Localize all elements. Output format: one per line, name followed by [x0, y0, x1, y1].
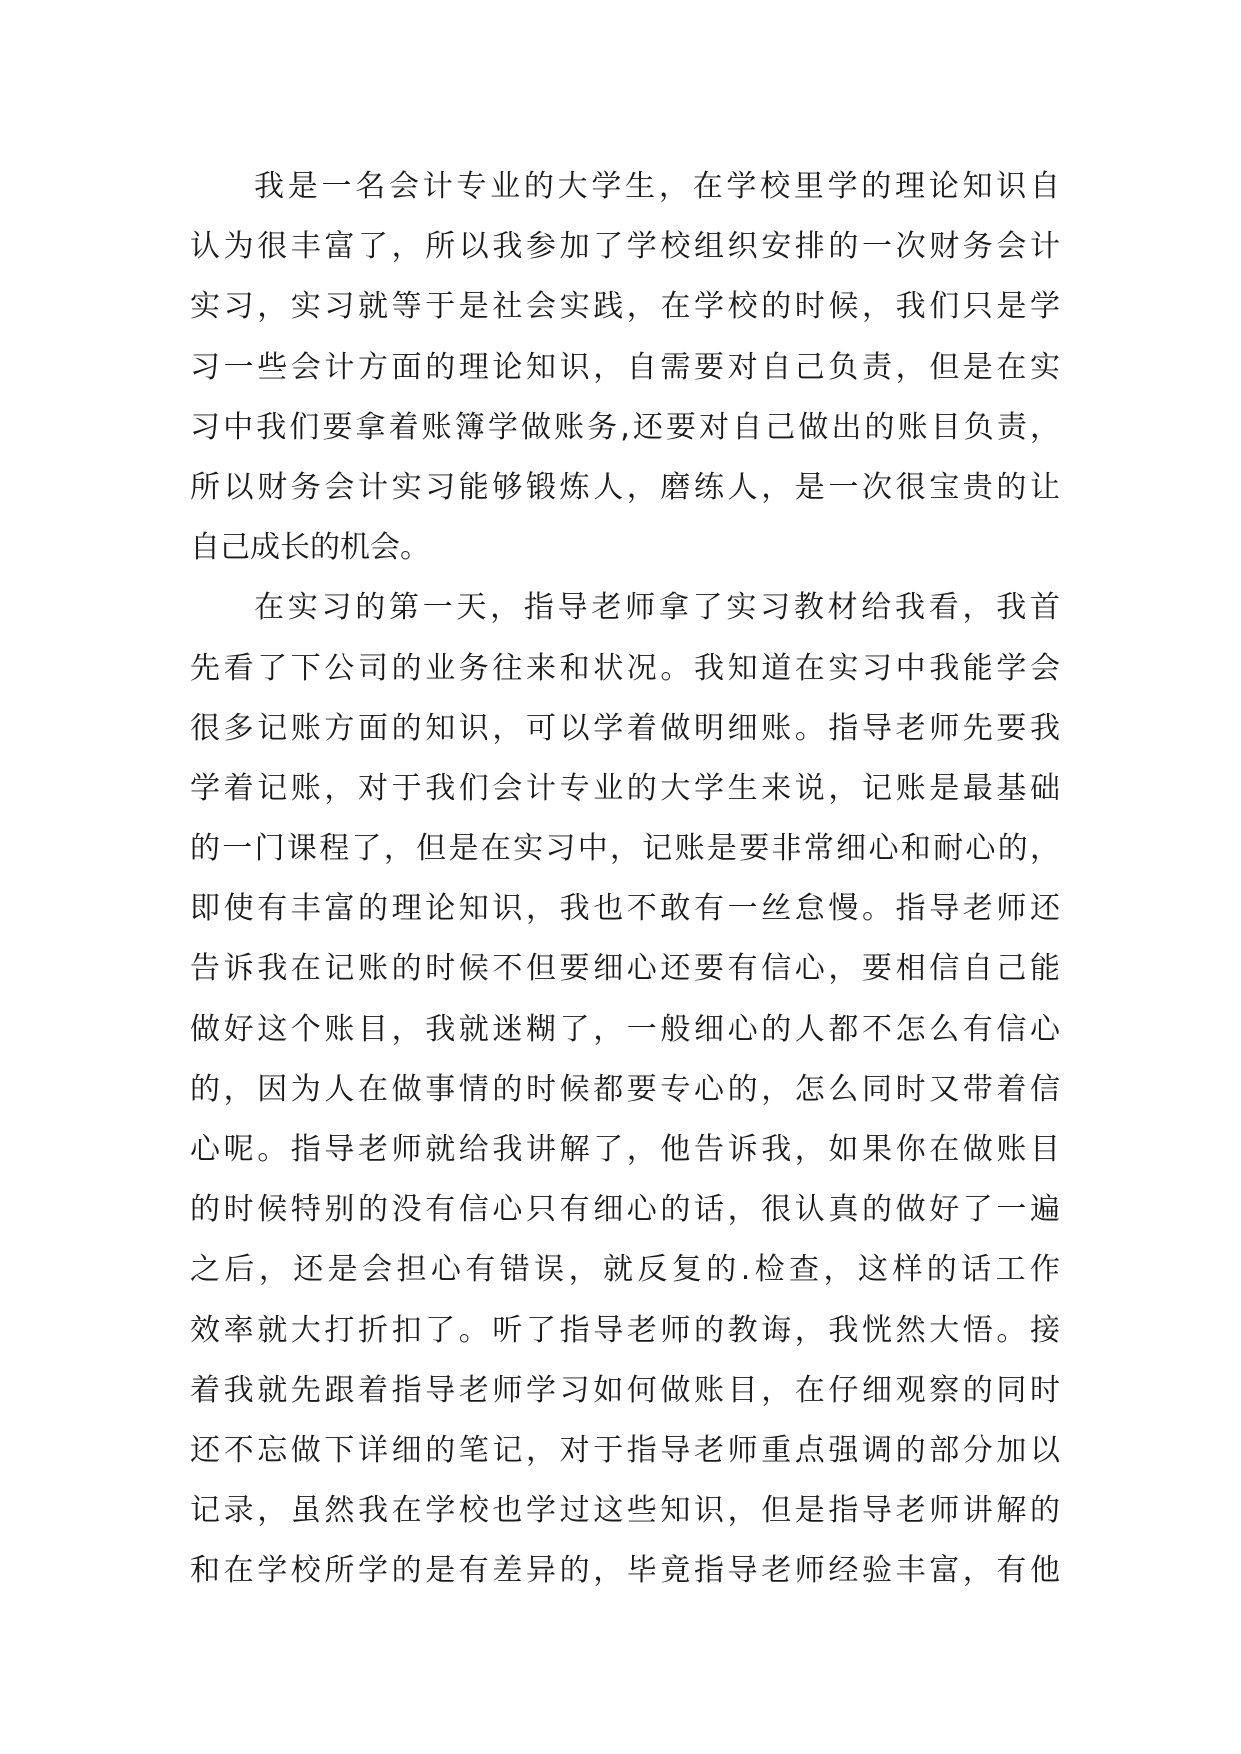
paragraph-line: 之后，还是会担心有错误，就反复的.检查，这样的话工作: [190, 1252, 1060, 1288]
paragraph-line: 即使有丰富的理论知识，我也不敢有一丝怠慢。指导老师还: [190, 891, 1060, 927]
paragraph-2: [190, 578, 1060, 1661]
paragraph-line: [190, 1602, 1060, 1662]
paragraph-line: 很多记账方面的知识，可以学着做明细账。指导老师先要我: [190, 710, 1060, 746]
paragraph-line: 还不忘做下详细的笔记，对于指导老师重点强调的部分加以: [190, 1432, 1060, 1468]
paragraph-line: 的时候特别的没有信心只有细心的话，很认真的做好了一遍: [190, 1192, 1060, 1228]
paragraph-line: 心呢。指导老师就给我讲解了，他告诉我，如果你在做账目: [190, 1132, 1060, 1167]
body-text: [190, 157, 1060, 1662]
paragraph-line: 学着记账，对于我们会计专业的大学生来说，记账是最基础: [190, 770, 1060, 806]
paragraph-1: [190, 157, 1060, 578]
paragraph-line: 认为很丰富了，所以我参加了学校组织安排的一次财务会计: [190, 229, 1060, 265]
paragraph-line: 在实习的第一天，指导老师拿了实习教材给我看，我首: [254, 590, 1060, 626]
paragraph-line: 习一些会计方面的理论知识，自需要对自己负责，但是在实: [190, 349, 1060, 385]
paragraph-line: 所以财务会计实习能够锻炼人，磨练人，是一次很宝贵的让: [190, 469, 1060, 505]
paragraph-line: 效率就大打折扣了。听了指导老师的教诲，我恍然大悟。接: [190, 1312, 1060, 1348]
paragraph-line: 做好这个账目，我就迷糊了，一般细心的人都不怎么有信心: [190, 1011, 1060, 1047]
paragraph-line: 的一门课程了，但是在实习中，记账是要非常细心和耐心的，: [190, 831, 1060, 867]
paragraph-line: 记录，虽然我在学校也学过这些知识，但是指导老师讲解的: [190, 1493, 1060, 1529]
paragraph-line: 实习，实习就等于是社会实践，在学校的时候，我们只是学: [190, 289, 1060, 325]
paragraph-line: 着我就先跟着指导老师学习如何做账目，在仔细观察的同时: [190, 1372, 1060, 1408]
paragraph-line: 我是一名会计专业的大学生，在学校里学的理论知识自: [254, 169, 1060, 204]
paragraph-line: 习中我们要拿着账簿学做账务,还要对自己做出的账目负责，: [190, 409, 1060, 445]
paragraph-line: 先看了下公司的业务往来和状况。我知道在实习中我能学会: [190, 650, 1060, 686]
paragraph-line: 告诉我在记账的时候不但要细心还要有信心，要相信自己能: [190, 951, 1060, 987]
paragraph-line: 和在学校所学的是有差异的，毕竟指导老师经验丰富，有他: [190, 1553, 1060, 1589]
paragraph-line: 的，因为人在做事情的时候都要专心的，怎么同时又带着信: [190, 1071, 1060, 1107]
paragraph-line: 自己成长的机会。: [190, 530, 430, 566]
